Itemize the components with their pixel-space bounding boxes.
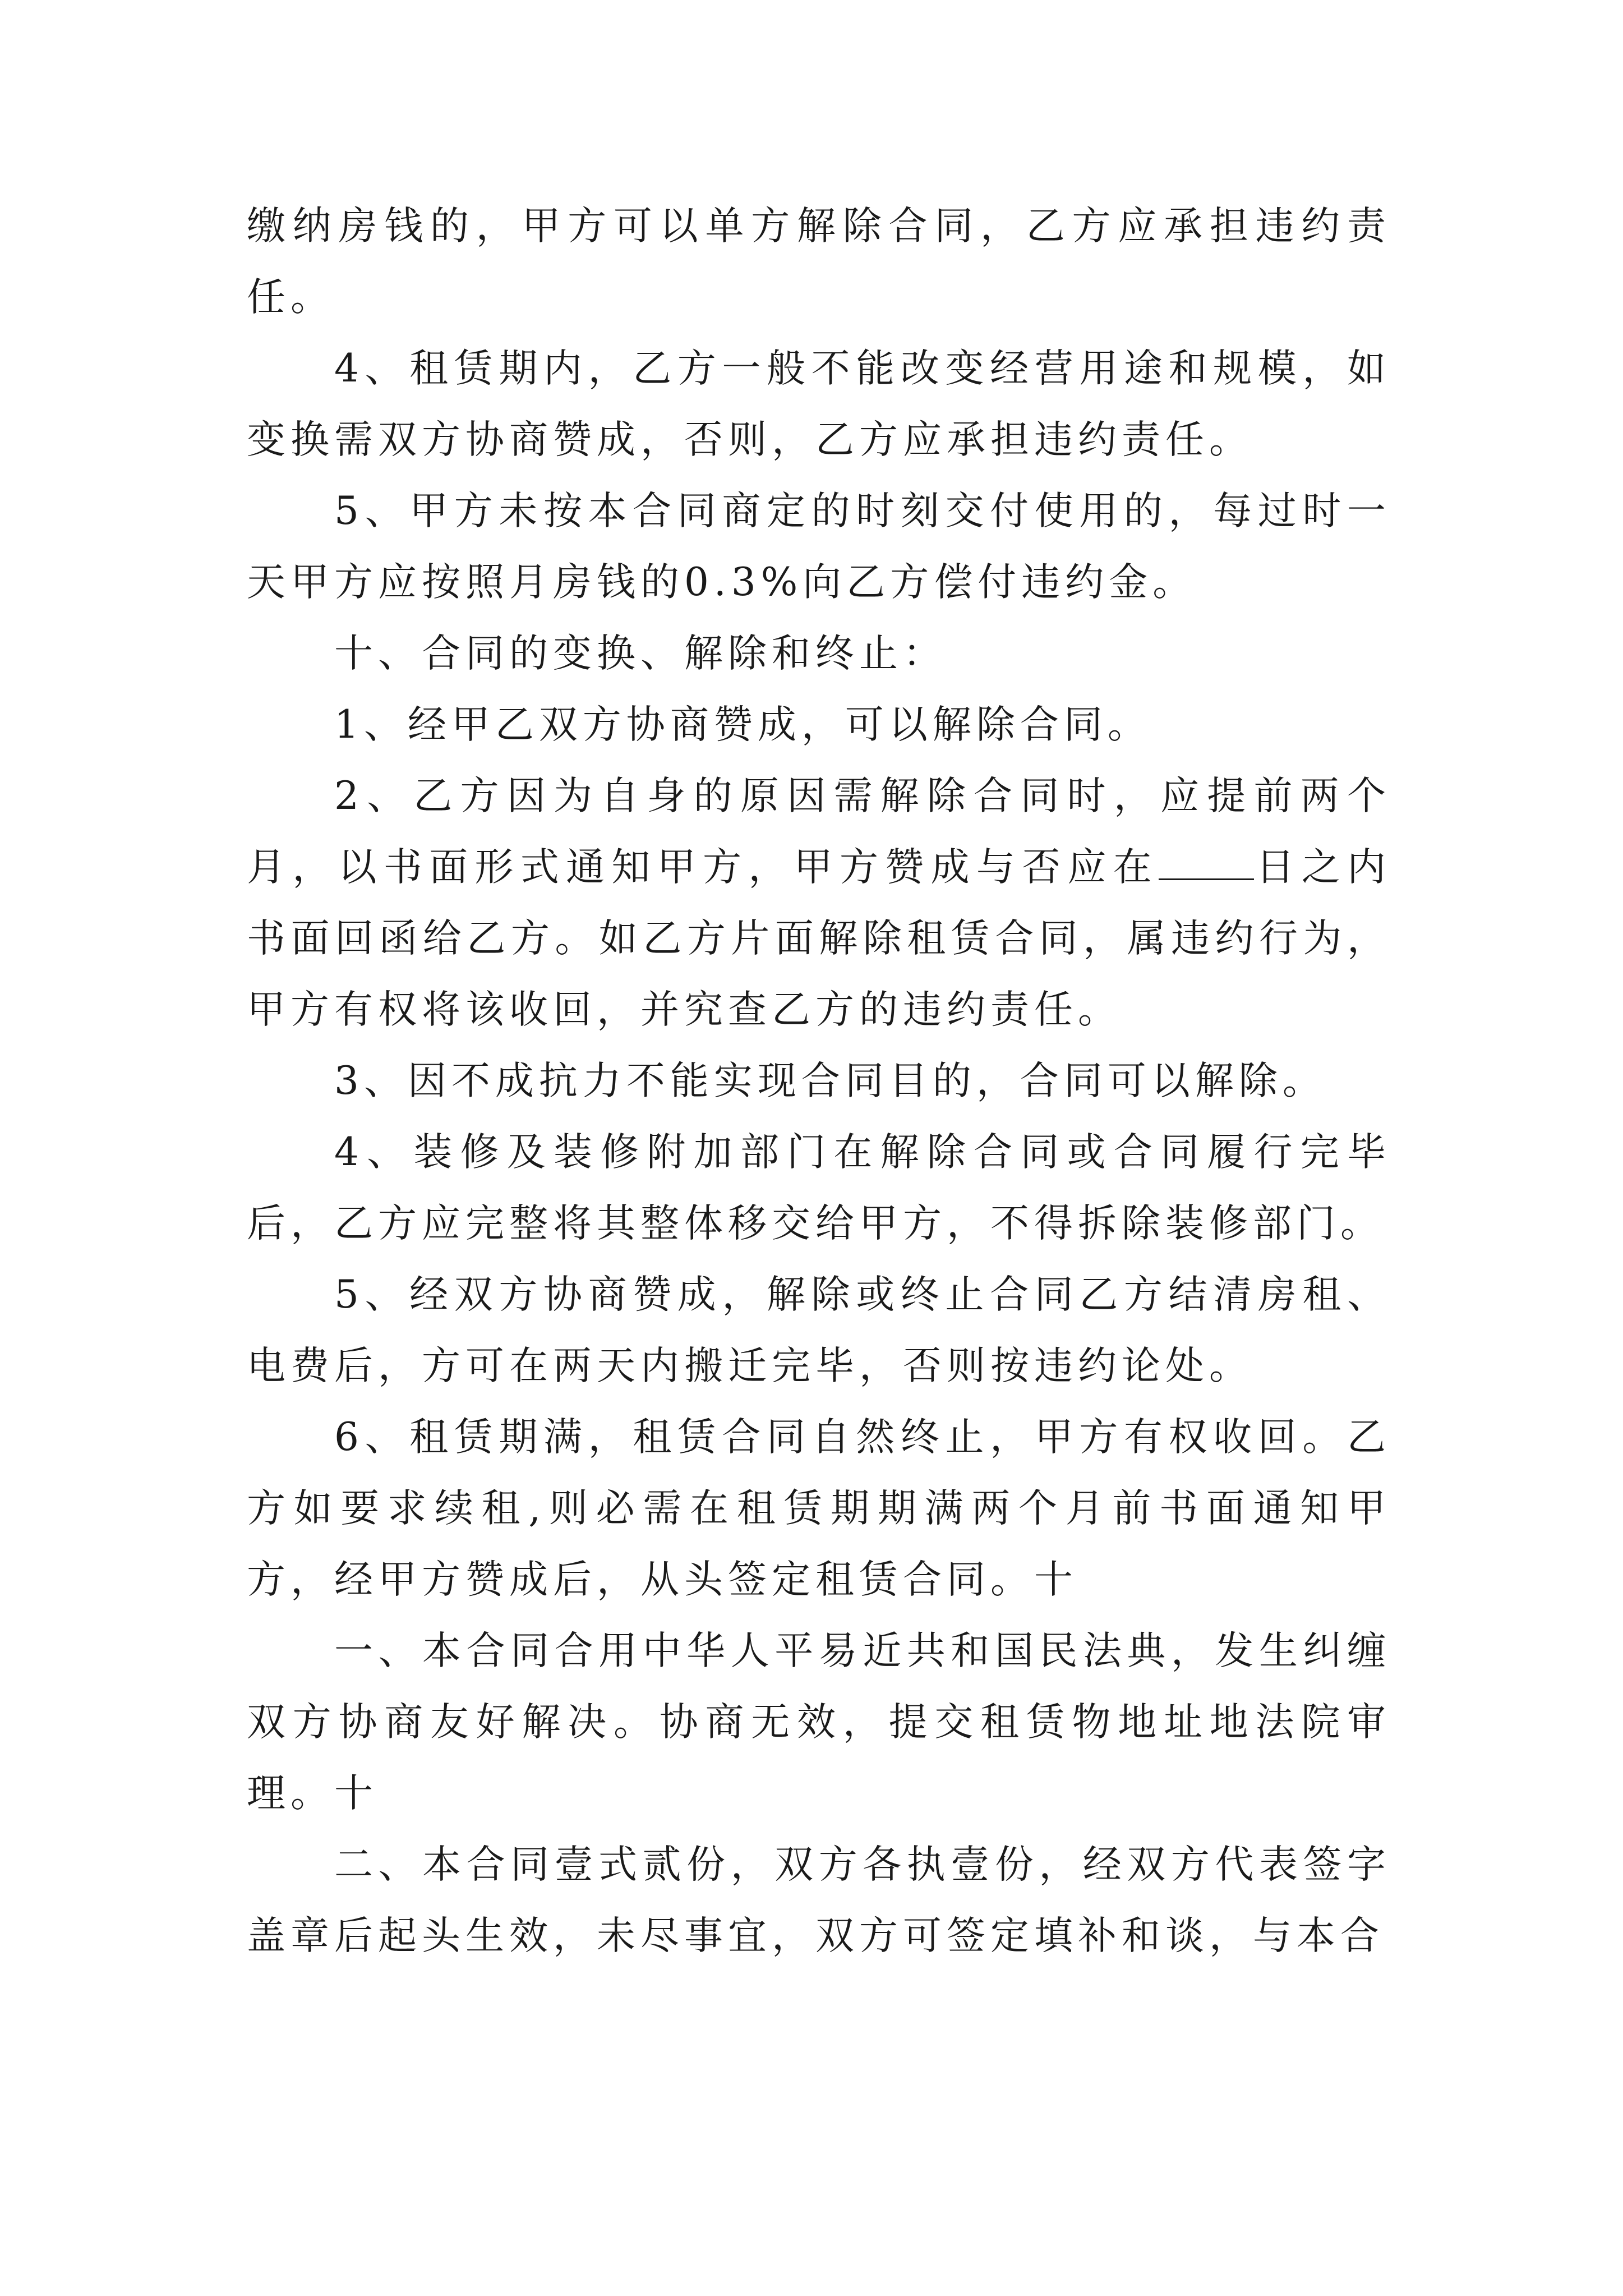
document-body xyxy=(247,191,1391,1972)
section-heading-termination: 十、合同的变换、解除和终止： xyxy=(334,631,947,676)
paragraph-mutual-termination: 1、经甲乙双方协商赞成，可以解除合同。 xyxy=(334,702,1151,747)
paragraph-early-termination-part2: 日之内书面回函给乙方。如乙方片面解除租赁合同，属违约行为，甲方有权将该收回，并究查乙方的违约责任。 xyxy=(247,845,1391,1032)
fill-in-blank-days xyxy=(1159,845,1254,880)
paragraph-payment-default: 缴纳房钱的，甲方可以单方解除合同，乙方应承担违约责任。 xyxy=(247,204,1391,320)
paragraph-applicable-law: 一、本合同合用中华人平易近共和国民法典，发生纠缠双方协商友好解决。协商无效，提交租赁物地址地法院审理。十 xyxy=(247,1628,1391,1816)
paragraph-decoration-handover: 4、装修及装修附加部门在解除合同或合同履行完毕后，乙方应完整将其整体移交给甲方，不得拆除装修部门。 xyxy=(247,1130,1391,1246)
paragraph-early-termination-part1: 2、乙方因为自身的原因需解除合同时，应提前两个月，以书面形式通知甲方，甲方赞成与否应在 xyxy=(247,774,1391,890)
paragraph-usage-change: 4、租赁期内，乙方一般不能改变经营用途和规模，如变换需双方协商赞成，否则，乙方应承担违约责任。 xyxy=(247,346,1391,462)
paragraph-lease-expiry: 6、租赁期满，租赁合同自然终止，甲方有权收回。乙方如要求续租,则必需在租赁期期满两个月前书面通知甲方，经甲方赞成后，从头签定租赁合同。十 xyxy=(247,1415,1391,1602)
paragraph-force-majeure: 3、因不成抗力不能实现合同目的，合同可以解除。 xyxy=(334,1059,1326,1103)
paragraph-copies-effect: 二、本合同壹式贰份，双方各执壹份，经双方代表签字盖章后起头生效，未尽事宜，双方可签定填补和谈，与本合 xyxy=(247,1842,1391,1958)
paragraph-late-delivery: 5、甲方未按本合同商定的时刻交付使用的，每过时一天甲方应按照月房钱的0.3%向乙方偿付违约金。 xyxy=(247,489,1391,605)
paragraph-early-termination xyxy=(247,761,1391,1046)
paragraph-relocation: 5、经双方协商赞成，解除或终止合同乙方结清房租、电费后，方可在两天内搬迁完毕，否则按违约论处。 xyxy=(247,1272,1391,1388)
